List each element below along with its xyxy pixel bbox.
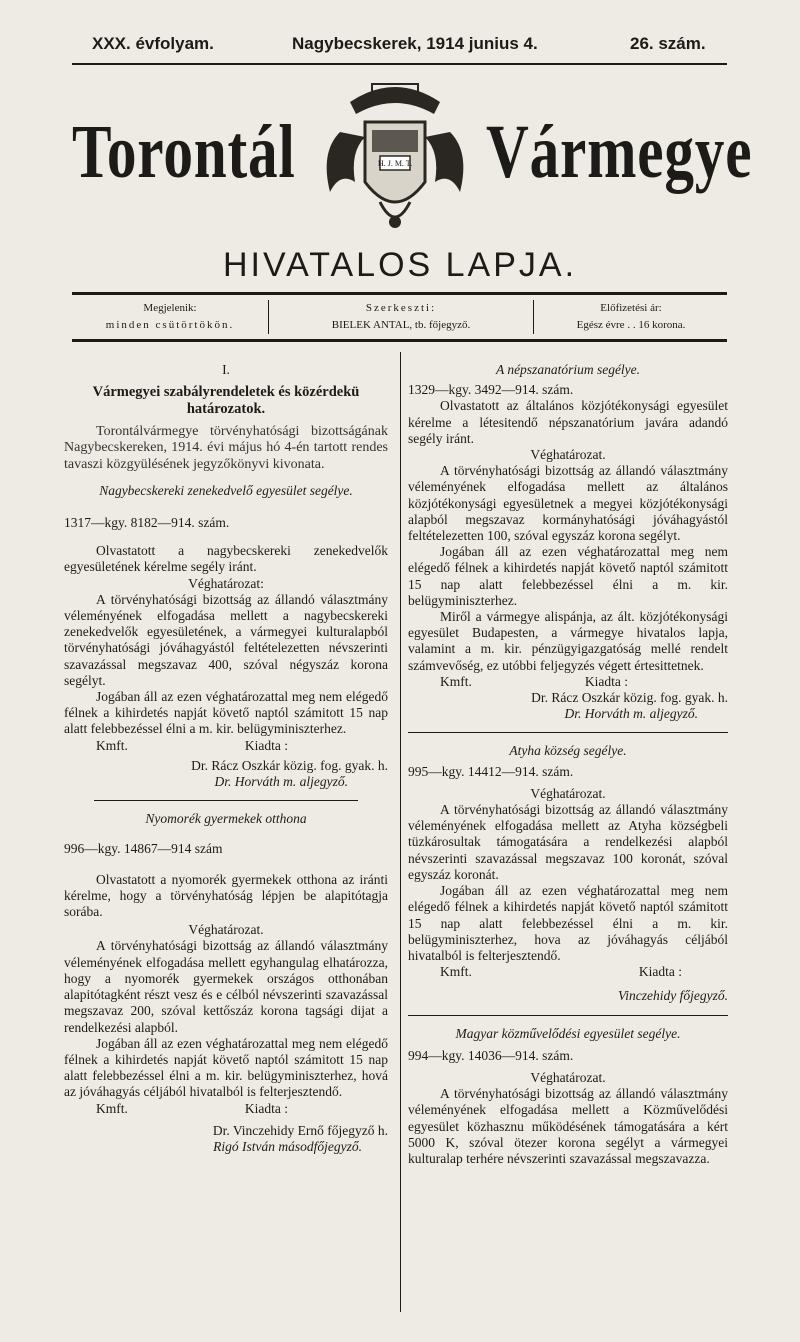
kmft-label: Kmft.: [96, 1100, 128, 1116]
appeal-paragraph: Jogában áll az ezen véghatározattal meg nem elégedő félnek a kihirdetés napját követő naptól számitott 15 nap alatt felebbezéssel élni a m. kir. belügyminiszterhez.: [408, 544, 728, 608]
price-value: Egész évre . . 16 korona.: [576, 319, 686, 331]
decision-body: A törvényhatósági bizottság az állandó választmány véleményének elfogadása mellett a Közművelődési egyesület közhasznu működésének támogatására a kért 5000 K, szóval ötezer korona segélyt a vármegyei kulturalap terhére névszerinti szavazással megszavazza.: [408, 1086, 728, 1166]
decision-heading: Véghatározat.: [530, 785, 606, 801]
appears-box: [72, 300, 268, 334]
appears-label: Megjelenik:: [143, 302, 197, 314]
coat-of-arms-emblem: [310, 72, 480, 240]
intro-paragraph: Torontálvármegye törvényhatósági bizottságának Nagybecskereken, 1914. évi május hó 4-én tartott rendes tavaszi közgyülésének jegyzőkönyvi kivonata.: [64, 424, 388, 472]
masthead-right: Vármegye: [486, 110, 753, 194]
article-separator: [408, 1015, 728, 1016]
signatory: Dr. Rácz Oszkár közig. fog. gyak. h.: [191, 757, 388, 773]
article-lead: Olvastatott a nyomorék gyermekek otthona az iránti kérelme, hogy a törvényhatóság lépjen be alapitótagja sorába.: [64, 871, 388, 920]
price-label: Előfizetési ár:: [600, 302, 662, 314]
article-title: A népszanatórium segélye.: [495, 362, 641, 377]
issue-number: 26. szám.: [630, 34, 706, 53]
article-number: 996—kgy. 14867—914 szám: [64, 841, 223, 857]
editor-label: Szerkeszti:: [365, 302, 437, 314]
signatory: Rigó István másodfőjegyző.: [213, 1138, 362, 1154]
article-separator: [408, 732, 728, 733]
place-date: Nagybecskerek, 1914 junius 4.: [292, 34, 538, 53]
section-roman-numeral: I.: [222, 362, 230, 377]
masthead-left: Torontál: [72, 110, 296, 194]
signature-line: [408, 964, 728, 980]
kmft-label: Kmft.: [96, 737, 128, 753]
info-bottom-rule: [72, 339, 727, 342]
article-number: 995—kgy. 14412—914. szám.: [408, 763, 574, 779]
kiadta-label: Kiadta :: [244, 1100, 288, 1116]
kiadta-label: Kiadta :: [244, 737, 288, 753]
article-title: Nagybecskereki zenekedvelő egyesület segélye.: [99, 482, 353, 498]
editor-box: [270, 300, 532, 334]
signature-line: [64, 1101, 388, 1117]
decision-heading: Véghatározat.: [530, 1069, 606, 1085]
article-title: Nyomorék gyermekek otthona: [145, 811, 307, 827]
notice-paragraph: Miről a vármegye alispánja, az ált. közjótékonysági egyesület Budapesten, a vármegye hivatalos lapja, valamint a m. kir. pénzügyigazgatóság mellé rendelt számvevőség, ez utóbbi feljegyzés végett értesittetnek.: [408, 609, 728, 673]
decision-heading: Véghatározat:: [188, 575, 264, 591]
column-divider: [400, 352, 401, 1312]
section-title: Vármegyei szabályrendeletek és közérdekü határozatok.: [92, 384, 360, 418]
appeal-paragraph: Jogában áll az ezen véghatározattal meg nem elégedő félnek a kihirdetés napját követő naptól számitott 15 nap alatt felebbezéssel élni a m. kir. belügyminiszterhez, hová az jóváhagyás céljából hivatalból is felterjesztendő.: [64, 1035, 388, 1100]
article-title: Atyha község segélye.: [509, 743, 627, 759]
volume-label: XXX. évfolyam.: [92, 34, 214, 53]
signatory: Dr. Horváth m. aljegyző.: [214, 774, 348, 790]
article-separator: [94, 800, 358, 801]
signatory: Dr. Horváth m. aljegyző.: [564, 706, 698, 722]
signatory: Dr. Vinczehidy Ernő főjegyző h.: [212, 1122, 388, 1138]
article-lead: Olvastatott a nagybecskereki zenekedvelők egyesületének kérelme segély iránt.: [64, 543, 388, 575]
kmft-label: Kmft.: [440, 673, 472, 689]
signature-line: [408, 674, 728, 690]
article-number: 994—kgy. 14036—914. szám.: [408, 1047, 574, 1063]
masthead-subtitle: HIVATALOS LAPJA.: [222, 246, 578, 284]
decision-body: A törvényhatósági bizottság az állandó választmány véleményének elfogadása mellett az általános közjótékonysági egyesületnek a megyei közjótékonysági alapból megszavaz kormányhatósági jóváhagyástól feltételezetten 100, szóval egyszáz korona segélyt.: [408, 463, 728, 544]
appeal-paragraph: Jogában áll az ezen véghatározattal meg nem elégedő félnek a kihirdetés napját követő naptól számitott 15 nap alatt felebbezéssel élni a m. kir. belügyminiszterhez.: [64, 689, 388, 737]
decision-heading: Véghatározat.: [530, 447, 606, 463]
info-divider-1: [268, 300, 269, 334]
appeal-paragraph: Jogában áll az ezen véghatározattal meg nem elégedő félnek a kihirdetés napját követő naptól számitott 15 nap alatt felebbezéssel élni a m. kir. belügyminiszterhez, hova az jóváhagyás céljából hivatalból is felterjesztendő.: [408, 883, 728, 963]
article-number: 1329—kgy. 3492—914. szám.: [408, 382, 574, 398]
appears-value: minden csütörtökön.: [105, 319, 235, 331]
price-box: [535, 300, 727, 334]
left-column: [64, 362, 388, 1155]
signatory: Vinczehidy főjegyző.: [618, 988, 728, 1004]
editor-value: BIELEK ANTAL, tb. főjegyző.: [331, 319, 471, 331]
kmft-label: Kmft.: [440, 964, 472, 980]
info-top-rule: [72, 292, 727, 295]
kiadta-label: Kiadta :: [638, 964, 682, 980]
decision-body: A törvényhatósági bizottság az állandó választmány véleményének elfogadása mellett a nagybecskereki zenekedvelők egyesületének, a vármegyei kulturalapból törvényhatósági jóváhagyástól feltételezetten névszerinti szavazással megszavaz 400, szóval négyszáz korona segélyt.: [64, 591, 388, 688]
decision-body: A törvényhatósági bizottság az állandó választmány véleményének elfogadása mellett az Atyha községbeli tüzkárosultak támogatására a rendelkezési alapból névszerinti szavazással megszavaz 100 koronát, szóval egyszáz koronát.: [408, 802, 728, 882]
article-number: 1317—kgy. 8182—914. szám.: [64, 515, 230, 531]
crest-inscription: H. J. M. T.: [377, 159, 413, 168]
signatory: Dr. Rácz Oszkár közig. fog. gyak. h.: [531, 690, 728, 706]
signature-line: [64, 738, 388, 754]
header-rule: [72, 63, 727, 65]
info-divider-2: [533, 300, 534, 334]
right-column: [408, 362, 728, 1167]
issue-header: [0, 34, 800, 62]
article-title: Magyar közművelődési egyesület segélye.: [455, 1025, 681, 1041]
decision-body: A törvényhatósági bizottság az állandó választmány véleményének elfogadása mellett egyhangulag elhatározza, hogy a nyomorék gyermekek országos otthonában alapitótagként részt vesz és e célból névszerinti szavazással megszavaz 200, szóval kettőszáz korona tagsági dijat a rendelkezési alapból.: [64, 938, 388, 1035]
kiadta-label: Kiadta :: [584, 673, 628, 689]
article-lead: Olvastatott az általános közjótékonysági egyesület kérelme a létesitendő népszanatórium javára adandó segély iránt.: [408, 398, 728, 446]
decision-heading: Véghatározat.: [188, 922, 264, 938]
